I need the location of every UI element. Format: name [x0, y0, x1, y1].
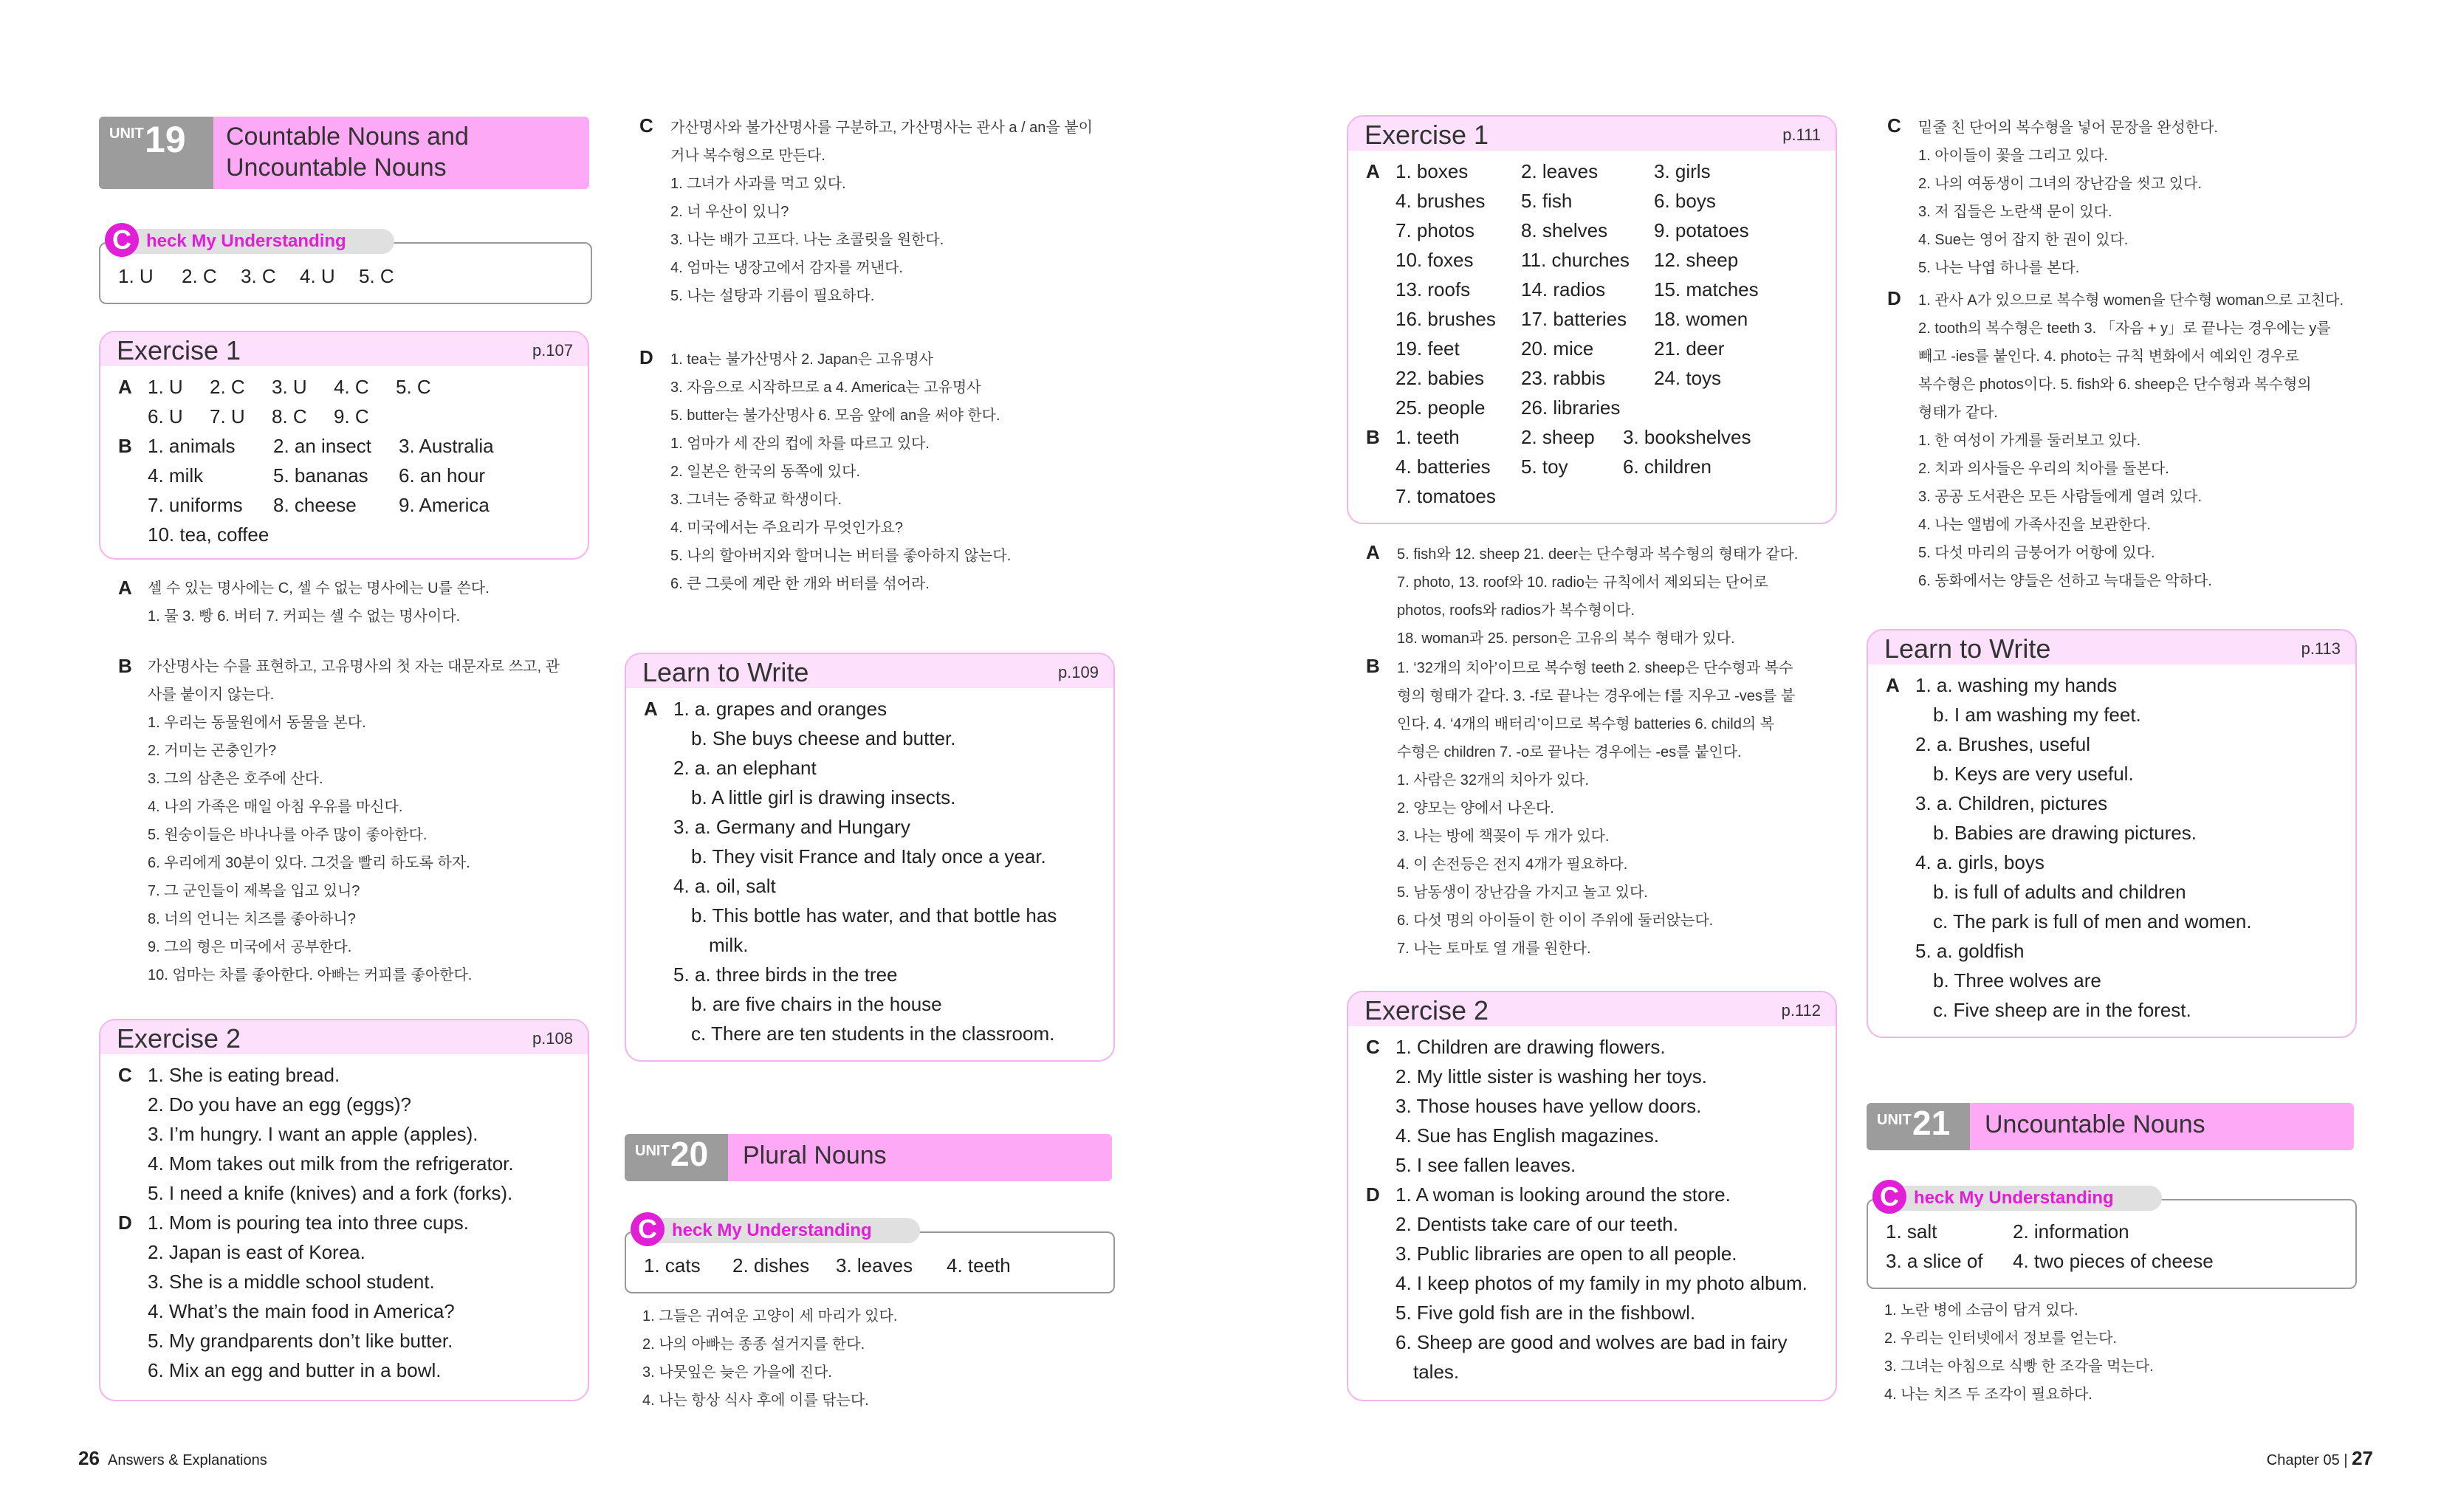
- answer: 1. U: [118, 265, 154, 287]
- answer: 1. animals: [148, 435, 236, 457]
- unit-19-badge: [99, 117, 213, 189]
- unit-21-badge: UNIT 21: [1867, 1103, 1970, 1150]
- exercise-header: [100, 332, 588, 366]
- footer-right: Chapter 05 | 27: [2266, 1447, 2373, 1469]
- c-icon: C: [631, 1212, 665, 1246]
- unit-20-header: [625, 1134, 1112, 1181]
- answer: 3. C: [241, 265, 276, 287]
- page-ref: p.113: [2301, 639, 2341, 658]
- exercise-1-p107: [99, 331, 589, 560]
- unit-label: UNIT: [109, 126, 144, 142]
- answer: 2. C: [210, 376, 245, 398]
- exercise-1-p111: Exercise 1 p.111 A 1. boxes 2. leaves 3. girls 4. brushes 5. fish 6. boys 7. photos 8. shelves 9. potatoes 10. foxes 11. churches 12. sheep 13. roofs 14. radios 15. matches 16. brushes 17. batteries 18. women 19. feet 20. mice 21. deer 22. babies 23. rabbis 24. toys 25. people 26. libraries B 1. teeth 2. sheep 3. bookshelves 4. batteries 5. toy 6. children 7. tomatoes: [1347, 115, 1837, 524]
- exercise-header: [1348, 992, 1836, 1026]
- exercise-header: [626, 654, 1113, 688]
- check-my-understanding-21: C heck My Understanding 1. salt 2. information 3. a slice of 4. two pieces of cheese: [1867, 1199, 2357, 1289]
- answer: 5. C: [396, 376, 431, 398]
- unit-20-title: Plural Nouns: [743, 1141, 887, 1169]
- answer: 2. an insect: [273, 435, 371, 457]
- check-my-understanding-label: C heck My Understanding: [634, 1218, 920, 1243]
- answer: 7. U: [210, 405, 245, 427]
- page-number-left: 26: [78, 1447, 100, 1469]
- unit-21-header: [1867, 1103, 2354, 1150]
- check-my-understanding-19: [99, 224, 592, 304]
- unit-20-badge: UNIT 20: [625, 1134, 728, 1181]
- unit-19-title: Countable Nouns and Uncountable Nouns: [226, 123, 469, 182]
- answer: 4. milk: [148, 464, 204, 487]
- answer: 6. an hour: [399, 464, 486, 487]
- exercise-2-p112: Exercise 2 p.112 C 1. Children are drawing flowers. 2. My little sister is washing her toys. 3. Those houses have yellow doors. 4. Sue has English magazines. 5. I see fallen leaves. D 1. A woman is looking around the store. 2. Dentists take care of our teeth. 3. Public libraries are open to all people. 4. I keep photos of my family in my photo album. 5. Five gold fish are in the fishbowl. 6. Sheep are good and wolves are bad in fairy tales.: [1347, 991, 1837, 1401]
- exercise-title: Exercise 2: [1364, 995, 1489, 1025]
- page-ref: p.108: [532, 1029, 573, 1048]
- section-label: A: [1886, 674, 1900, 696]
- section-label: D: [1366, 1183, 1380, 1206]
- exercise-header: [100, 1020, 588, 1054]
- exercise-title: Exercise 1: [117, 335, 241, 365]
- c-icon: C: [1872, 1180, 1906, 1214]
- section-label: B: [1366, 426, 1380, 448]
- exercise-2-p108: Exercise 2 p.108 C 1. She is eating bread. 2. Do you have an egg (eggs)? 3. I’m hungry. I want an apple (apples). 4. Mom takes out milk from the refrigerator. 5. I need a knife (knives) and a fork (forks). D 1. Mom is pouring tea into three cups. 2. Japan is east of Korea. 3. She is a middle school student. 4. What’s the main food in America? 5. My grandparents don’t like butter. 6. Mix an egg and butter in a bowl.: [99, 1019, 589, 1401]
- answer: 6. U: [148, 405, 183, 427]
- check-my-understanding-20: C heck My Understanding 1. cats 2. dishes 3. leaves 4. teeth: [625, 1231, 1115, 1293]
- section-label: B: [118, 435, 132, 457]
- exercise-title: Learn to Write: [1884, 633, 2051, 664]
- exercise-title: Exercise 2: [117, 1023, 241, 1054]
- section-label: C: [1366, 1036, 1380, 1058]
- check-my-understanding-label: C heck My Understanding: [1875, 1186, 2162, 1211]
- section-label: A: [1366, 160, 1380, 182]
- answer: 4. U: [300, 265, 335, 287]
- footer-left-text: Answers & Explanations: [108, 1452, 267, 1468]
- section-label: A: [644, 698, 658, 720]
- page-ref: p.107: [532, 341, 573, 360]
- answer: 9. America: [399, 494, 490, 516]
- exercise-header: [1868, 630, 2355, 664]
- answer: 9. C: [334, 405, 369, 427]
- answer: 8. cheese: [273, 494, 357, 516]
- learn-to-write-p109: Learn to Write p.109 A 1. a. grapes and oranges b. She buys cheese and butter. 2. a. an elephant b. A little girl is drawing insects. 3. a. Germany and Hungary b. They visit France and Italy once a year. 4. a. oil, salt b. This bottle has water, and that bottle has milk. 5. a. three birds in the tree b. are five chairs in the house c. There are ten students in the classroom.: [625, 653, 1115, 1062]
- answer: 7. uniforms: [148, 494, 243, 516]
- check-my-understanding-label: C heck My Understanding: [108, 229, 394, 254]
- exercise-title: Learn to Write: [642, 657, 809, 687]
- answer: 4. C: [334, 376, 369, 398]
- unit-number: 19: [145, 119, 186, 160]
- page-ref: p.112: [1781, 1001, 1821, 1020]
- exercise-header: [1348, 117, 1836, 151]
- answer: 3. Australia: [399, 435, 494, 457]
- page-ref: p.109: [1057, 663, 1099, 681]
- unit-19-header: [99, 117, 589, 189]
- answer: 5. C: [359, 265, 394, 287]
- footer-right-text: Chapter 05: [2266, 1452, 2340, 1468]
- unit-21-title: Uncountable Nouns: [1985, 1110, 2205, 1138]
- section-label: D: [118, 1212, 132, 1234]
- c-icon: C: [105, 223, 139, 257]
- answer: 1. U: [148, 376, 183, 398]
- answer: 10. tea, coffee: [148, 523, 269, 546]
- section-label: A: [118, 376, 132, 398]
- footer-left: [78, 1447, 267, 1470]
- answer: 5. bananas: [273, 464, 368, 487]
- exercise-title: Exercise 1: [1364, 120, 1489, 150]
- answer: 3. U: [272, 376, 307, 398]
- answer: 8. C: [272, 405, 307, 427]
- section-label: C: [118, 1064, 132, 1086]
- learn-to-write-p113: Learn to Write p.113 A 1. a. washing my hands b. I am washing my feet. 2. a. Brushes, useful b. Keys are very useful. 3. a. Children, pictures b. Babies are drawing pictures. 4. a. girls, boys b. is full of adults and children c. The park is full of men and women. 5. a. goldfish b. Three wolves are c. Five sheep are in the forest.: [1867, 629, 2357, 1038]
- page-number-right: 27: [2352, 1447, 2373, 1469]
- answer: 2. C: [182, 265, 217, 287]
- page-ref: p.111: [1782, 126, 1821, 144]
